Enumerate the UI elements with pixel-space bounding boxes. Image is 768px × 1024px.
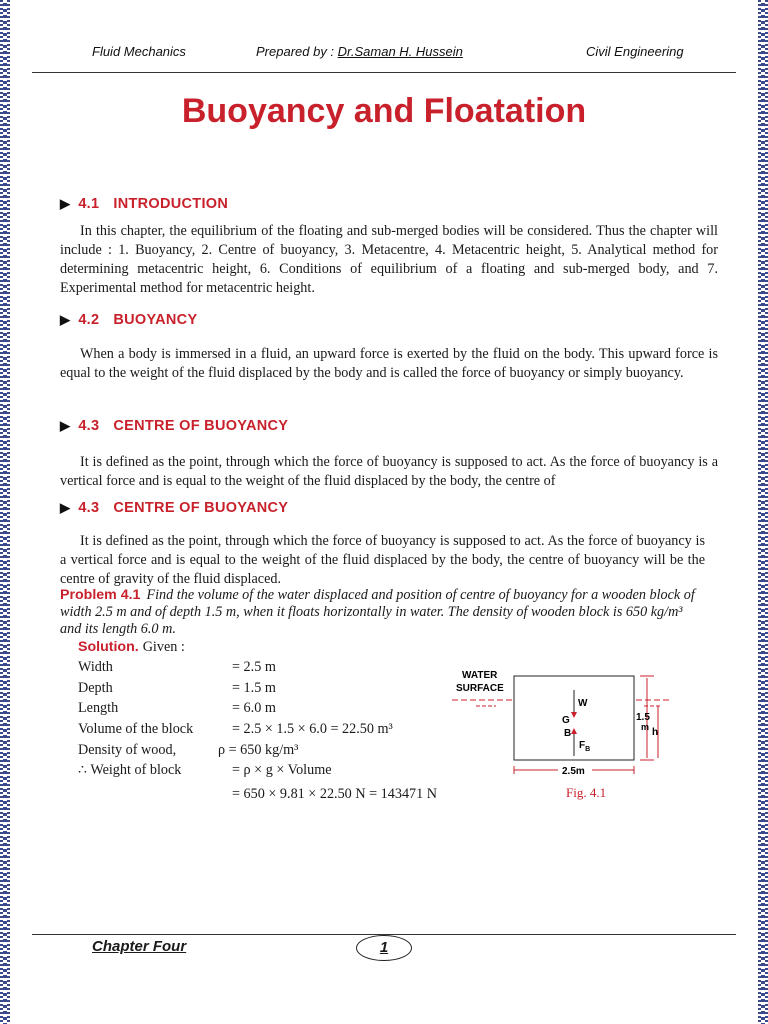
figure-fb-label <box>579 740 590 753</box>
given-value: = ρ × g × Volume <box>232 762 332 778</box>
section-title: CENTRE OF BUOYANCY <box>113 418 289 434</box>
section-heading-centre-of-buoyancy <box>60 418 288 434</box>
section-title: CENTRE OF BUOYANCY <box>113 500 289 516</box>
header-department: Civil Engineering <box>586 44 684 59</box>
section-text-centre-of-buoyancy: It is defined as the point, through which the force of buoyancy is supposed to act. As the force of buoyancy is a vertical force and is equal to the weight of the fluid displaced by the body, the centre of <box>60 454 718 489</box>
page-border-left <box>0 0 10 1024</box>
problem-label: Problem 4.1 <box>60 587 141 603</box>
figure-fb-main: F <box>579 740 586 751</box>
given-name: ∴ Weight of block <box>78 762 182 778</box>
figure-fb-subscript: B <box>585 746 591 753</box>
section-heading-buoyancy <box>60 312 197 328</box>
given-value: = 6.0 m <box>232 700 276 716</box>
solution-label: Solution. <box>78 639 139 655</box>
header-author-prefix: Prepared by : <box>256 44 338 59</box>
section-heading-introduction <box>60 196 228 212</box>
header-rule <box>32 72 736 73</box>
section-number: 4.1 <box>78 196 100 212</box>
section-title: BUOYANCY <box>113 312 198 328</box>
given-value: = 650 × 9.81 × 22.50 N = 143471 N <box>232 786 438 802</box>
section-text-centre-of-buoyancy-2: It is defined as the point, through which the force of buoyancy is supposed to act. As the force of buoyancy is a vertical force and is equal to the weight of the fluid displaced by the body, the centre of buoyancy will be the centre of gravity of the fluid displaced. <box>60 533 705 587</box>
given-name: Length <box>78 700 119 716</box>
section-text-introduction: In this chapter, the equilibrium of the floating and sub-merged bodies will be considered. Thus the chapter will include : 1. Buoyancy, 2. Centre of buoyancy, 3. Metacentre, 4. Metacentric height, 5. Analytical method for determining metacentric height, 6. Conditions of equilibrium of a floating and sub-merged body, and 7. Experimental method for metacentric height. <box>60 223 718 296</box>
solution-given: Given : <box>142 639 185 655</box>
figure-h-label: h <box>652 727 659 738</box>
given-value: ρ = 650 kg/m³ <box>218 742 299 758</box>
buoyancy-arrowhead-icon <box>571 728 577 734</box>
figure-weight-label: W <box>578 698 588 709</box>
figure-water-label: WATER <box>462 670 498 681</box>
given-name: Volume of the block <box>78 721 194 737</box>
footer-chapter: Chapter Four <box>92 938 187 955</box>
bullet-triangle-icon: ▶ <box>60 418 71 433</box>
figure-caption: Fig. 4.1 <box>566 785 607 800</box>
weight-arrowhead-icon <box>571 712 577 718</box>
figure-surface-label: SURFACE <box>456 683 504 694</box>
page-border-right <box>758 0 768 1024</box>
given-name: Width <box>78 659 113 675</box>
bullet-triangle-icon: ▶ <box>60 500 71 515</box>
page-number: 1 <box>356 935 412 961</box>
header-author-name: Dr.Saman H. Hussein <box>337 44 463 59</box>
figure-depth-label: 1.5 <box>636 712 650 723</box>
header-author <box>256 44 463 59</box>
figure-depth-unit: m <box>641 722 650 732</box>
section-heading-centre-of-buoyancy-2 <box>60 500 288 516</box>
figure-g-label: G <box>562 715 570 726</box>
given-value: = 2.5 × 1.5 × 6.0 = 22.50 m³ <box>232 721 393 737</box>
given-name: Density of wood, <box>78 742 177 758</box>
given-name: Depth <box>78 680 113 696</box>
given-value: = 2.5 m <box>232 659 276 675</box>
figure-floating-block <box>452 664 682 804</box>
section-text-buoyancy: When a body is immersed in a fluid, an upward force is exerted by the fluid on the body. This upward force is equal to the weight of the fluid displaced by the body and is called the force of buoyancy or simply buoyancy. <box>60 346 718 381</box>
bullet-triangle-icon: ▶ <box>60 312 71 327</box>
bullet-triangle-icon: ▶ <box>60 196 71 211</box>
solution-heading <box>78 639 185 656</box>
header-course: Fluid Mechanics <box>92 44 186 59</box>
section-number: 4.3 <box>78 418 100 434</box>
problem-text: Find the volume of the water displaced and position of centre of buoyancy for a wooden block of width 2.5 m and of depth 1.5 m, when it floats horizontally in water. The density of wooden block is 650 kg/m³ and its length 6.0 m. <box>60 587 695 637</box>
section-number: 4.2 <box>78 312 100 328</box>
section-number: 4.3 <box>78 500 100 516</box>
figure-b-label: B <box>564 728 572 739</box>
page-title: Buoyancy and Floatation <box>181 92 587 130</box>
problem-statement <box>60 587 705 638</box>
figure-width-label: 2.5m <box>562 766 585 777</box>
given-value: = 1.5 m <box>232 680 276 696</box>
section-title: INTRODUCTION <box>113 196 229 212</box>
